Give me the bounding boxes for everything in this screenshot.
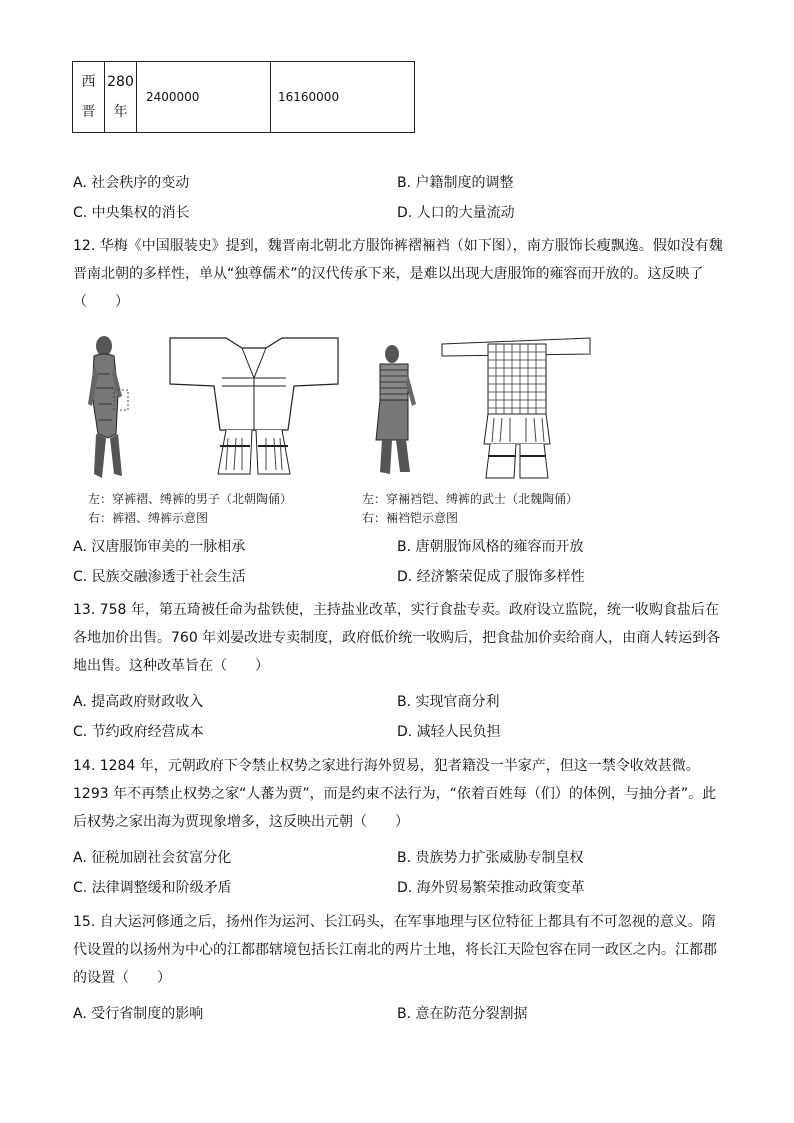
table-row: [73, 62, 415, 133]
q14-option-b[interactable]: B. 贵族势力扩张威胁专制皇权: [397, 850, 584, 866]
caption-left-line-2: 右：裤褶、缚裤示意图: [88, 511, 209, 525]
q13-option-b[interactable]: B. 实现官商分利: [397, 694, 500, 710]
robe-diagram-image: [166, 334, 342, 482]
caption-right-line-2: 右：裲裆铠示意图: [362, 511, 459, 525]
q14-option-c[interactable]: C. 法律调整缓和阶级矛盾: [73, 880, 232, 896]
q12-option-a[interactable]: A. 汉唐服饰审美的一脉相承: [73, 539, 246, 555]
table-cell-households: 2400000: [137, 62, 271, 133]
q15-option-a[interactable]: A. 受行省制度的影响: [73, 1006, 204, 1022]
q14-option-d[interactable]: D. 海外贸易繁荣推动政策变革: [397, 880, 585, 896]
year-cell: [105, 62, 137, 133]
q15-option-b[interactable]: B. 意在防范分裂割据: [397, 1006, 528, 1022]
caption-left-line-1: 左：穿裤褶、缚裤的男子（北朝陶俑）: [88, 492, 293, 506]
armor-diagram-image: [440, 334, 592, 482]
q13-option-d[interactable]: D. 减轻人民负担: [397, 724, 501, 740]
q13-option-a[interactable]: A. 提高政府财政收入: [73, 694, 204, 710]
caption-right-line-1: 左：穿裲裆铠、缚裤的武士（北魏陶俑）: [362, 492, 579, 506]
q14-stem: 14. 1284 年，元朝政府下令禁止权势之家进行海外贸易，犯者籍没一半家产，但这一禁令收效甚微。1293 年不再禁止权势之家“人蕃为贾”，而是约束不法行为，“依着百姓每（们）的体例，与抽分者”。此后权势之家出海为贾现象增多，这反映出元朝（ ）: [73, 758, 717, 830]
q11-option-b[interactable]: B. 户籍制度的调整: [397, 175, 514, 191]
q13-stem: 13. 758 年，第五琦被任命为盐铁使，主持盐业改革，实行食盐专卖。政府设立监院，统一收购食盐后在各地加价出售。760 年刘晏改进专卖制度，政府低价统一收购后，把食盐加价卖给商人，由商人转运到各地出售。这种改革旨在（ ）: [73, 602, 721, 674]
northern-figurine-image: [80, 334, 138, 482]
q14-option-a[interactable]: A. 征税加剧社会贫富分化: [73, 850, 232, 866]
q13-option-c[interactable]: C. 节约政府经营成本: [73, 724, 204, 740]
q11-option-c[interactable]: C. 中央集权的消长: [73, 205, 190, 221]
q12-option-b[interactable]: B. 唐朝服饰风格的雍容而开放: [397, 539, 584, 555]
q11-option-a[interactable]: A. 社会秩序的变动: [73, 175, 190, 191]
year-char-2: 年: [113, 104, 128, 120]
q15-stem: 15. 自大运河修通之后，扬州作为运河、长江码头，在军事地理与区位特征上都具有不可忽视的意义。隋代设置的以扬州为中心的江都郡辖境包括长江南北的两片土地，将长江天险包容在同一政区之内。江都郡的设置（ ）: [73, 914, 717, 986]
q12-option-c[interactable]: C. 民族交融渗透于社会生活: [73, 569, 246, 585]
warrior-figurine-image: [372, 344, 418, 478]
q12-option-d[interactable]: D. 经济繁荣促成了服饰多样性: [397, 569, 585, 585]
table-cell-population: 16160000: [271, 62, 415, 133]
dynasty-cell: [73, 62, 105, 133]
dynasty-char-1: 西: [81, 74, 96, 90]
population-table: [72, 61, 415, 133]
q12-stem: 12. 华梅《中国服装史》提到，魏晋南北朝北方服饰裤褶裲裆（如下图），南方服饰长瘦飘逸。假如没有魏晋南北朝的多样性，单从“独尊儒术”的汉代传承下来，是难以出现大唐服饰的雍容而开放的。这反映了（ ）: [73, 238, 723, 310]
q11-option-d[interactable]: D. 人口的大量流动: [397, 205, 515, 221]
dynasty-char-2: 晋: [81, 104, 96, 120]
year-char-1: 280: [107, 74, 134, 90]
